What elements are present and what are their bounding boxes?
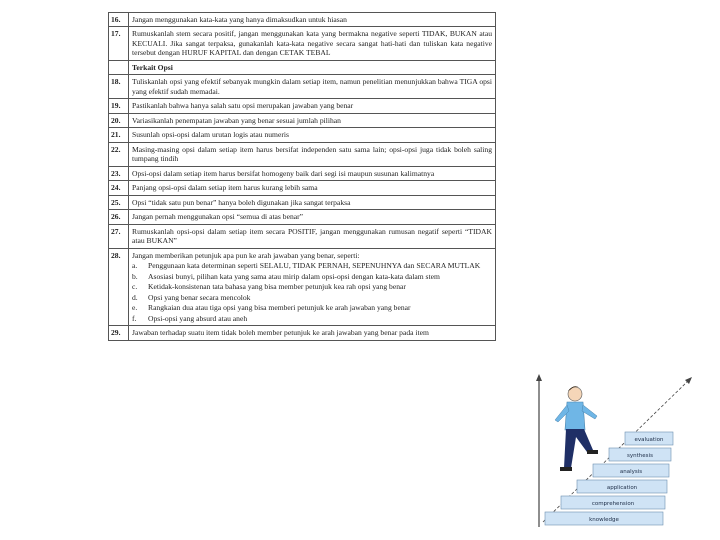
row-main-text: Rumuskanlah stem secara positif, jangan menggunakan kata yang bermakna negative seperti TIDAK, BUKAN atau KECUALI. Jika sangat terpaksa, gunakanlah kata-kata negative secara sangat hati-hati dan tuliskan kata negative tersebut dengan HURUF KAPITAL dan dengan CETAK TEBAL — [132, 29, 492, 58]
row-number: 18. — [109, 75, 129, 99]
stair-label: knowledge — [589, 517, 619, 523]
sub-item-label: d. — [132, 292, 138, 302]
row-main-text: Opsi “tidak satu pun benar” hanya boleh digunakan jika sangat terpaksa — [132, 197, 351, 207]
sub-item-label: a. — [132, 261, 138, 271]
sub-item-text: Asosiasi bunyi, pilihan kata yang sama atau mirip dalam opsi-opsi dengan kata-kata dalam stem — [148, 271, 440, 281]
row-number: 24. — [109, 181, 129, 195]
row-number: 17. — [109, 27, 129, 60]
stair-label: comprehension — [591, 501, 635, 507]
guideline-row — [109, 248, 496, 325]
guideline-row — [109, 166, 496, 180]
row-number: 28. — [109, 248, 129, 325]
sub-item-text: Penggunaan kata determinan seperti SELALU, TIDAK PERNAH, SEPENUHNYA dan SECARA MUTLAK — [148, 261, 481, 271]
guideline-row — [109, 326, 496, 340]
vertical-arrowhead-icon — [536, 374, 542, 381]
guideline-row — [109, 142, 496, 166]
sub-item-label: f. — [132, 313, 137, 323]
row-main-text: Pastikanlah bahwa hanya salah satu opsi merupakan jawaban yang benar — [132, 101, 354, 111]
guideline-row — [109, 99, 496, 113]
row-number: 26. — [109, 210, 129, 224]
sub-item — [132, 303, 492, 312]
row-number: 19. — [109, 99, 129, 113]
guideline-row — [109, 128, 496, 142]
row-main-text: Tuliskanlah opsi yang efektif sebanyak mungkin dalam setiap item, namun penelitian menunjukkan bahwa TIGA opsi yang efektif sudah memadai. — [132, 77, 492, 96]
row-text — [129, 142, 496, 166]
guideline-row — [109, 181, 496, 195]
row-text — [129, 248, 496, 325]
row-main-text: Panjang opsi-opsi dalam setiap item harus kurang lebih sama — [132, 183, 318, 193]
row-main-text: Jawaban terhadap suatu item tidak boleh member petunjuk ke arah jawaban yang benar pada item — [132, 328, 429, 338]
sub-item — [132, 261, 492, 270]
section-header-row — [109, 60, 496, 74]
guideline-row — [109, 27, 496, 60]
guidelines-table-body — [109, 13, 496, 341]
guidelines-table — [108, 12, 496, 341]
row-number: 27. — [109, 224, 129, 248]
guideline-row — [109, 224, 496, 248]
row-text — [129, 128, 496, 142]
stair-label: synthesis — [627, 453, 653, 459]
guideline-row — [109, 113, 496, 127]
sub-item-text: Opsi-opsi yang absurd atau aneh — [148, 313, 248, 323]
sub-item — [132, 314, 492, 323]
stair-label: analysis — [619, 469, 643, 475]
row-main-text: Jangan pernah menggunakan opsi “semua di atas benar” — [132, 212, 304, 222]
row-main-text: Jangan menggunakan kata-kata yang hanya dimaksudkan untuk hiasan — [132, 15, 347, 24]
row-number: 22. — [109, 142, 129, 166]
sub-item-label: e. — [132, 303, 138, 313]
guideline-row — [109, 13, 496, 27]
climbing-person-icon — [555, 386, 598, 471]
row-number: 29. — [109, 326, 129, 340]
row-text — [129, 326, 496, 340]
sub-item-label: b. — [132, 271, 138, 281]
row-main-text: Opsi-opsi dalam setiap item harus bersifat homogeny baik dari segi isi maupun susunan kalimatnya — [132, 168, 435, 178]
row-text — [129, 166, 496, 180]
guideline-row — [109, 75, 496, 99]
row-main-text: Jangan memberikan petunjuk apa pun ke arah jawaban yang benar, seperti: — [132, 250, 360, 260]
sub-item — [132, 282, 492, 291]
row-text — [129, 224, 496, 248]
row-number: 25. — [109, 195, 129, 209]
sub-item-text: Rangkaian dua atau tiga opsi yang bisa memberi petunjuk ke arah jawaban yang benar — [148, 303, 411, 313]
row-text — [129, 27, 496, 60]
row-number: 21. — [109, 128, 129, 142]
row-text — [129, 210, 496, 224]
row-main-text: Masing-masing opsi dalam setiap item harus bersifat independen satu sama lain; opsi-opsi juga tidak boleh saling tumpang tindih — [132, 144, 492, 164]
row-main-text: Variasikanlah penempatan jawaban yang benar sesuai jumlah pilihan — [132, 115, 341, 125]
diagonal-arrowhead-icon — [685, 377, 692, 384]
stair-label: application — [606, 485, 638, 491]
row-main-text: Rumuskanlah opsi-opsi dalam setiap item secara POSITIF, jangan menggunakan rumusan negatif seperti “TIDAK atau BUKAN” — [132, 226, 492, 246]
stair-label: evaluation — [634, 437, 664, 443]
row-number: 20. — [109, 113, 129, 127]
sub-item — [132, 272, 492, 281]
row-text — [129, 75, 496, 99]
row-main-text: Susunlah opsi-opsi dalam urutan logis atau numeris — [132, 130, 289, 140]
row-main-text: Terkait Opsi — [132, 62, 173, 72]
guideline-row — [109, 210, 496, 224]
row-text — [129, 113, 496, 127]
row-text — [129, 181, 496, 195]
row-number: 16. — [109, 13, 129, 27]
stairs-group — [545, 432, 673, 525]
section-title — [129, 60, 496, 74]
row-text — [129, 13, 496, 27]
row-number — [109, 60, 129, 74]
sub-item-label: c. — [132, 282, 138, 292]
sub-item-text: Opsi yang benar secara mencolok — [148, 292, 251, 302]
sub-item — [132, 293, 492, 302]
row-text — [129, 99, 496, 113]
staircase-illustration — [527, 372, 697, 532]
guideline-row — [109, 195, 496, 209]
row-text — [129, 195, 496, 209]
sub-item-text: Ketidak-konsistenan tata bahasa yang bisa member petunjuk kea rah opsi yang benar — [148, 282, 406, 292]
row-number: 23. — [109, 166, 129, 180]
